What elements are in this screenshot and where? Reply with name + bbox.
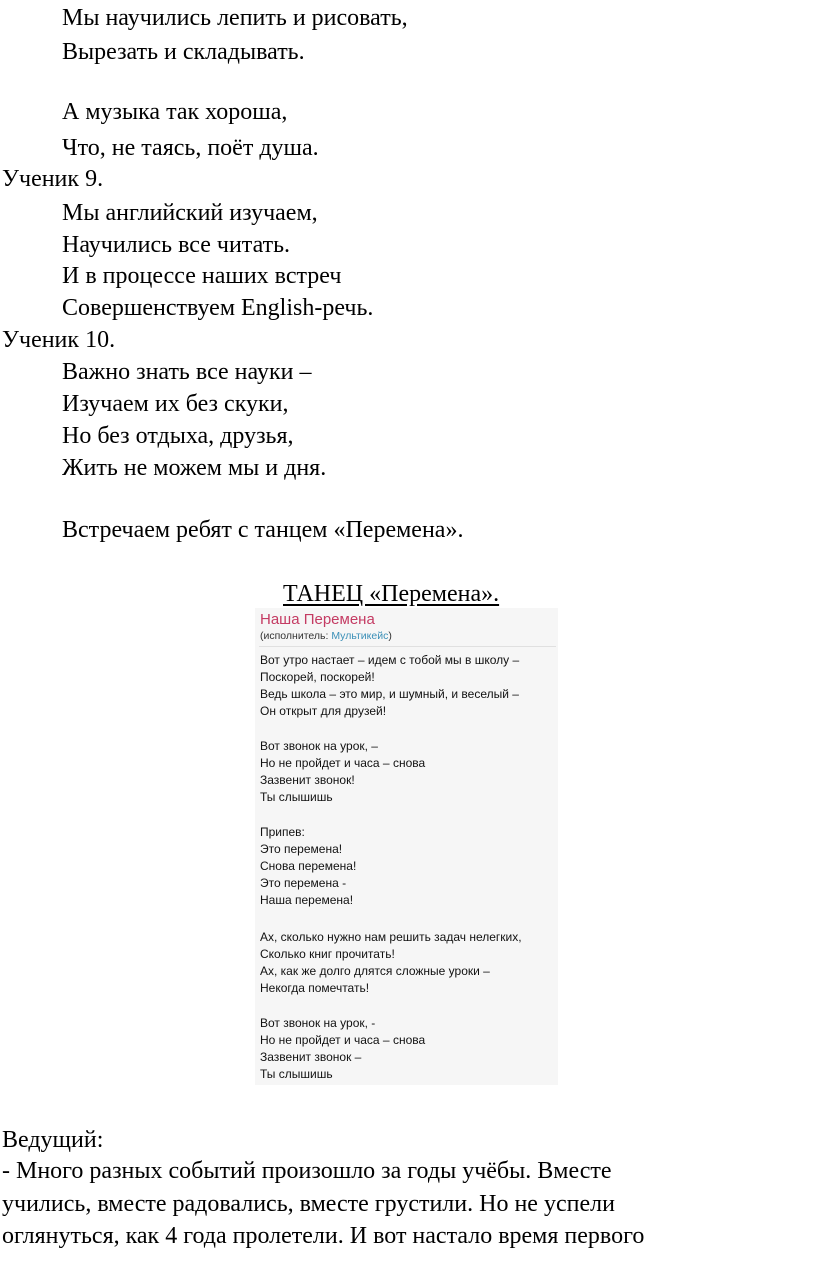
lyric-line: Вот звонок на урок, –: [260, 739, 378, 753]
narration-line: учились, вместе радовались, вместе грустили. Но не успели: [2, 1191, 615, 1217]
lyric-line: Ах, как же долго длятся сложные уроки –: [260, 964, 490, 978]
performer-name: Мультикейс: [331, 630, 389, 642]
lyric-line: Снова перемена!: [260, 859, 357, 873]
poem-line: Мы английский изучаем,: [62, 200, 318, 226]
lyric-line: Зазвенит звонок –: [260, 1050, 362, 1064]
lyric-line: Зазвенит звонок!: [260, 773, 355, 787]
lyric-line: Но не пройдет и часа – снова: [260, 756, 426, 770]
lyric-line: Ведь школа – это мир, и шумный, и веселый –: [260, 687, 519, 701]
lyric-line: Поскорей, поскорей!: [260, 670, 375, 684]
performer-line: [260, 630, 392, 642]
lyric-line: Припев:: [260, 825, 305, 839]
lyric-line: Но не пройдет и часа – снова: [260, 1033, 426, 1047]
poem-line: Важно знать все науки –: [62, 359, 312, 385]
lyrics-image: [255, 608, 558, 1085]
speaker-label: Ученик 9.: [2, 166, 104, 192]
lyric-line: Он открыт для друзей!: [260, 704, 387, 718]
speaker-label: Ведущий:: [2, 1127, 104, 1153]
poem-line: И в процессе наших встреч: [62, 263, 342, 289]
dance-heading: ТАНЕЦ «Перемена».: [283, 581, 500, 607]
lyrics-divider: [259, 646, 556, 647]
poem-line: Жить не можем мы и дня.: [62, 455, 327, 481]
performer-close: ): [388, 630, 392, 642]
lyric-line: Вот утро настает – идем с тобой мы в школу –: [260, 653, 520, 667]
lyric-line: Ты слышишь: [260, 1067, 333, 1081]
poem-line: Изучаем их без скуки,: [62, 391, 289, 417]
lyric-line: Ах, сколько нужно нам решить задач нелегких,: [260, 930, 522, 944]
lyric-line: Сколько книг прочитать!: [260, 947, 395, 961]
poem-line: Но без отдыха, друзья,: [62, 423, 294, 449]
lyric-line: Это перемена!: [260, 842, 343, 856]
poem-line: Научились все читать.: [62, 232, 291, 258]
lyric-line: Ты слышишь: [260, 790, 333, 804]
lyric-line: Вот звонок на урок, -: [260, 1016, 376, 1030]
poem-line: Совершенствуем English-речь.: [62, 295, 374, 321]
poem-line: Что, не таясь, поёт душа.: [62, 135, 319, 161]
poem-line: Вырезать и складывать.: [62, 39, 305, 65]
speaker-label: Ученик 10.: [2, 327, 116, 353]
lyric-line: Некогда помечтать!: [260, 981, 370, 995]
song-title: Наша Перемена: [260, 611, 375, 628]
stage-direction: Встречаем ребят с танцем «Перемена».: [62, 517, 464, 543]
lyric-line: Это перемена -: [260, 876, 347, 890]
performer-label: (исполнитель:: [260, 630, 332, 642]
narration-line: - Много разных событий произошло за годы учёбы. Вместе: [2, 1158, 612, 1184]
poem-line: Мы научились лепить и рисовать,: [62, 5, 408, 31]
narration-line: оглянуться, как 4 года пролетели. И вот настало время первого: [2, 1223, 645, 1249]
lyric-line: Наша перемена!: [260, 893, 354, 907]
poem-line: А музыка так хороша,: [62, 99, 288, 125]
